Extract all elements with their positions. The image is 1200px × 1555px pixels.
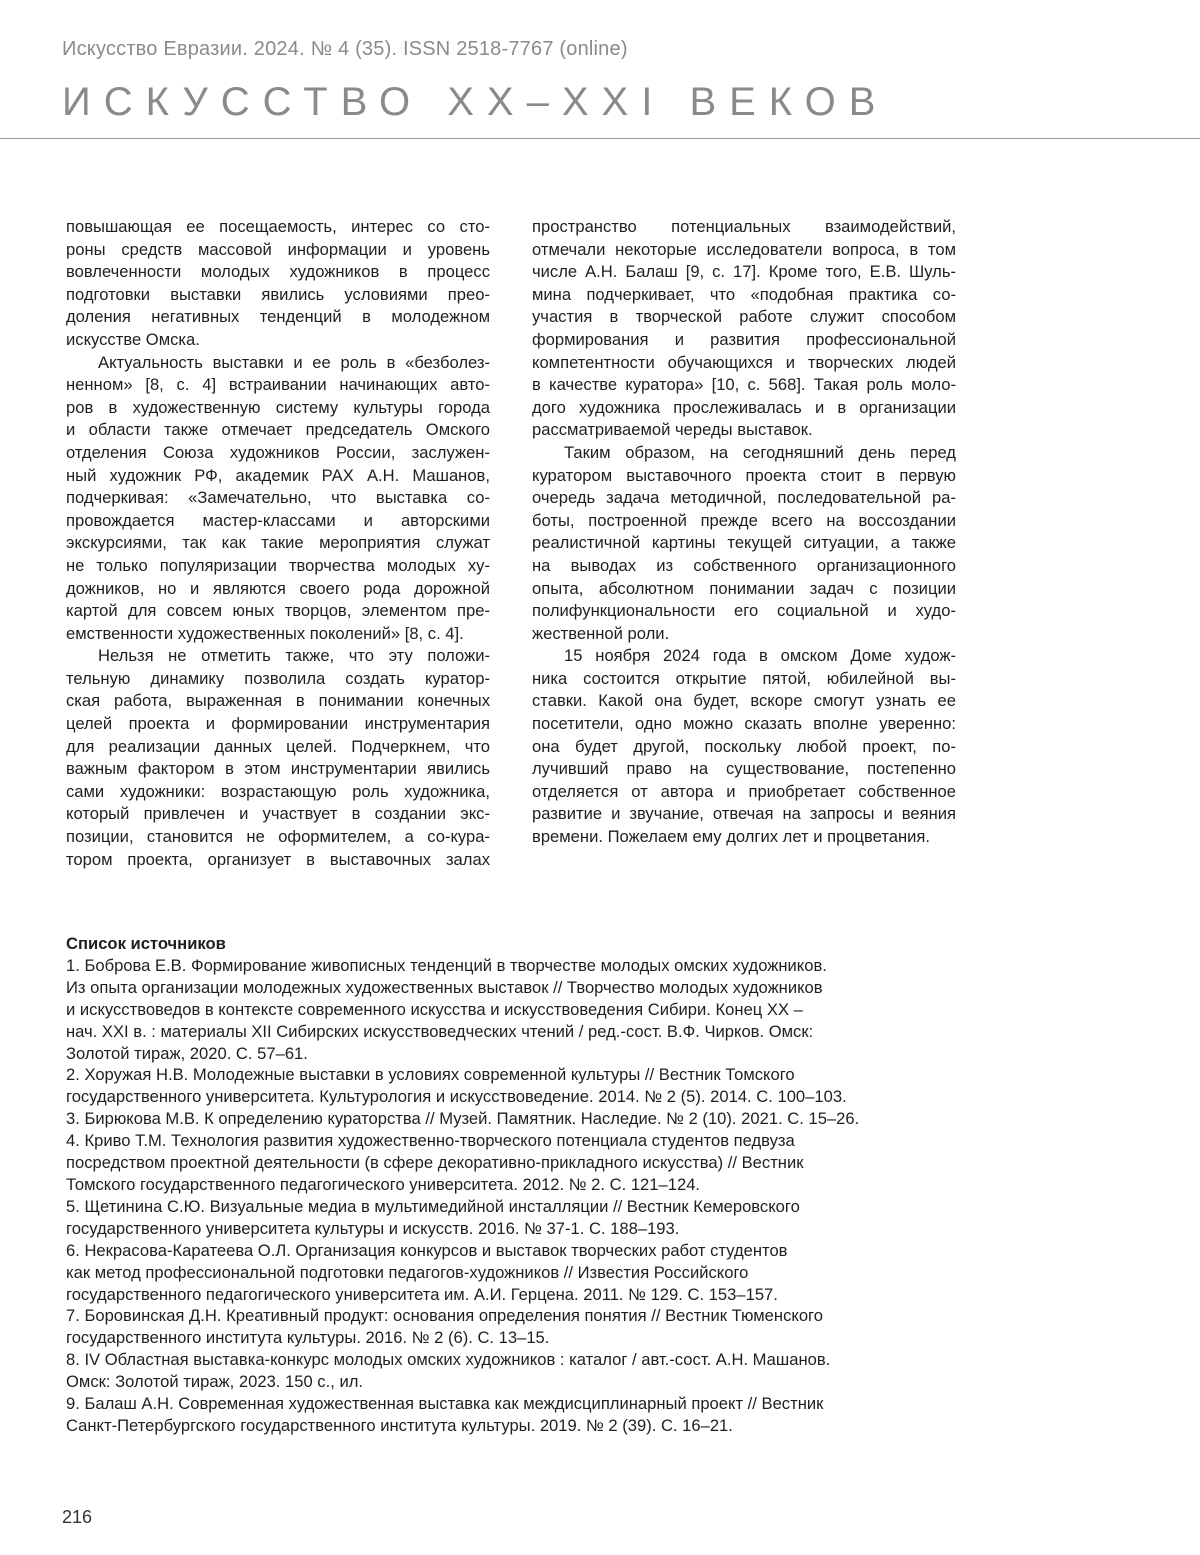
reference-line: 8. IV Областная выставка-конкурс молодых омских художников : каталог / авт.-сост. А.Н. Машанов. xyxy=(66,1350,831,1370)
references-title: Список источников xyxy=(66,934,226,953)
text-line: рассматриваемой череды выставок. xyxy=(532,420,813,440)
reference-line: 2. Хоружая Н.В. Молодежные выставки в условиях современной культуры // Вестник Томского xyxy=(66,1065,795,1085)
text-line: лучивший право на существование, постепенно xyxy=(532,759,956,779)
references-list xyxy=(66,933,966,1437)
page-number: 216 xyxy=(62,1507,93,1527)
reference-line: посредством проектной деятельности (в сфере декоративно-прикладного искусства) // Вестник xyxy=(66,1153,804,1173)
reference-line: 1. Боброва Е.В. Формирование живописных тенденций в творчестве молодых омских художников. xyxy=(66,955,827,975)
text-line: Таким образом, на сегодняшний день перед xyxy=(564,442,956,462)
text-line: доления негативных тенденций в молодежном xyxy=(66,307,490,327)
reference-line: Омск: Золотой тираж, 2023. 150 с., ил. xyxy=(66,1372,364,1392)
text-line: отмечали некоторые исследователи вопроса, в том xyxy=(532,239,956,259)
text-line: опыта, абсолютном понимании задач с позиции xyxy=(532,578,956,598)
text-line: для реализации данных целей. Подчеркнем, что xyxy=(66,736,490,756)
text-line: тельную динамику позволила создать куратор- xyxy=(66,668,490,688)
text-line: отделения Союза художников России, заслужен- xyxy=(66,442,490,462)
text-line: боты, построенной прежде всего на воссоздании xyxy=(532,510,956,530)
text-line: экскурсиями, так как такие мероприятия служат xyxy=(66,533,490,553)
text-line: в качестве куратора» [10, с. 568]. Такая роль моло- xyxy=(532,375,956,395)
reference-line: Золотой тираж, 2020. С. 57–61. xyxy=(66,1043,308,1063)
text-line: ставки. Какой она будет, вскоре смогут узнать ее xyxy=(532,691,956,711)
text-line: повышающая ее посещаемость, интерес со сто- xyxy=(66,217,490,236)
text-line: подчеркивая: «Замечательно, что выставка со- xyxy=(66,488,490,508)
text-line: участия в творческой работе служит способом xyxy=(532,307,956,327)
text-line: ный художник РФ, академик РАХ А.Н. Машанов, xyxy=(66,465,490,485)
reference-line: нач. ХХI в. : материалы XII Сибирских искусствоведческих чтений / ред.-сост. В.Ф. Чирков. Омск: xyxy=(66,1021,814,1041)
section-title: ИСКУССТВО XX–XXI ВЕКОВ xyxy=(62,80,889,124)
text-line: пространство потенциальных взаимодействий, xyxy=(532,217,956,236)
text-line: очередь задача методичной, последовательной ра- xyxy=(532,488,956,508)
reference-line: 5. Щетинина С.Ю. Визуальные медиа в мультимедийной инсталляции // Вестник Кемеровского xyxy=(66,1196,800,1216)
text-line: не только популяризации творчества молодых ху- xyxy=(66,555,490,575)
text-line: подготовки выставки явились условиями прео- xyxy=(66,284,490,304)
reference-line: Санкт-Петербургского государственного института культуры. 2019. № 2 (39). С. 16–21. xyxy=(66,1415,733,1435)
text-line: целей проекта и формировании инструментария xyxy=(66,714,490,734)
text-line: развитие и звучание, отвечая на запросы и веяния xyxy=(532,804,956,824)
text-line: реалистичной картины текущей ситуации, а также xyxy=(532,533,956,553)
text-line: емственности художественных поколений» [8, с. 4]. xyxy=(66,623,464,643)
text-line: посетители, одно можно сказать вполне уверенно: xyxy=(532,714,956,734)
text-line: времени. Пожелаем ему долгих лет и процветания. xyxy=(532,827,931,847)
reference-line: государственного университета культуры и искусств. 2016. № 37-1. С. 188–193. xyxy=(66,1218,680,1238)
reference-line: Из опыта организации молодежных художественных выставок // Творчество молодых художников xyxy=(66,977,823,997)
text-line: жественной роли. xyxy=(532,623,670,643)
left-text-column xyxy=(66,216,490,871)
text-line: провождается мастер-классами и авторскими xyxy=(66,510,490,530)
reference-line: как метод профессиональной подготовки педагогов-художников // Известия Российского xyxy=(66,1262,749,1282)
text-line: вовлеченности молодых художников в процесс xyxy=(66,262,490,282)
text-line: роны средств массовой информации и уровень xyxy=(66,239,490,259)
text-line: дого художника прослеживалась и в организации xyxy=(532,397,956,417)
text-line: ская работа, выраженная в понимании конечных xyxy=(66,691,490,711)
text-line: дожников, но и являются своего рода дорожной xyxy=(66,578,490,598)
right-text-column xyxy=(532,216,956,849)
reference-line: Томского государственного педагогического университета. 2012. № 2. С. 121–124. xyxy=(66,1174,701,1194)
text-line: и области также отмечает председатель Омского xyxy=(66,420,490,440)
text-line: ненном» [8, с. 4] встраивании начинающих авто- xyxy=(66,375,490,395)
reference-line: 9. Балаш А.Н. Современная художественная выставка как междисциплинарный проект // Вестник xyxy=(66,1394,824,1414)
text-line: формирования и развития профессиональной xyxy=(532,329,956,349)
reference-line: 6. Некрасова-Каратеева О.Л. Организация конкурсов и выставок творческих работ студентов xyxy=(66,1240,788,1260)
reference-line: 3. Бирюкова М.В. К определению кураторства // Музей. Памятник. Наследие. № 2 (10). 2021. С. 15–26. xyxy=(66,1109,860,1129)
text-line: Актуальность выставки и ее роль в «безболез- xyxy=(98,352,490,372)
text-line: ника состоится открытие пятой, юбилейной вы- xyxy=(532,668,956,688)
text-line: куратором выставочного проекта стоит в первую xyxy=(532,465,956,485)
reference-line: и искусствоведов в контексте современного искусства и искусствоведения Сибири. Конец ХХ – xyxy=(66,999,803,1019)
reference-line: государственного педагогического университета им. А.И. Герцена. 2011. № 129. С. 153–157. xyxy=(66,1284,778,1304)
text-line: Нельзя не отметить также, что эту положи- xyxy=(98,646,490,666)
text-line: тором проекта, организует в выставочных залах xyxy=(66,849,490,869)
text-line: позиции, становится не оформителем, а со-кура- xyxy=(66,827,490,847)
text-line: отделяется от автора и приобретает собственное xyxy=(532,781,956,801)
text-line: мина подчеркивает, что «подобная практика со- xyxy=(532,284,956,304)
reference-line: государственного института культуры. 2016. № 2 (6). С. 13–15. xyxy=(66,1328,550,1348)
text-line: искусстве Омска. xyxy=(66,329,200,349)
text-line: компетентности обучающихся и творческих людей xyxy=(532,352,956,372)
reference-line: 7. Боровинская Д.Н. Креативный продукт: основания определения понятия // Вестник Тюменского xyxy=(66,1306,823,1326)
text-line: она будет другой, поскольку любой проект, по- xyxy=(532,736,956,756)
text-line: 15 ноября 2024 года в омском Доме худож- xyxy=(564,646,956,666)
text-line: сами художники: возрастающую роль художника, xyxy=(66,781,490,801)
running-head: Искусство Евразии. 2024. № 4 (35). ISSN 2518-7767 (online) xyxy=(62,38,628,60)
text-line: который привлечен и участвует в создании экс- xyxy=(66,804,490,824)
header-divider xyxy=(0,138,1200,139)
text-line: полифункциональности его социальной и худо- xyxy=(532,601,956,621)
text-line: картой для совсем юных творцов, элементом пре- xyxy=(66,601,490,621)
reference-line: государственного университета. Культурология и искусствоведение. 2014. № 2 (5). 2014. С. 100–103. xyxy=(66,1087,847,1107)
text-line: ров в художественную систему культуры города xyxy=(66,397,490,417)
text-line: важным фактором в этом инструментарии явились xyxy=(66,759,490,779)
reference-line: 4. Криво Т.М. Технология развития художественно-творческого потенциала студентов педвуза xyxy=(66,1131,795,1151)
text-line: числе А.Н. Балаш [9, с. 17]. Кроме того, Е.В. Шуль- xyxy=(532,262,956,282)
text-line: на выводах из собственного организационного xyxy=(532,555,956,575)
